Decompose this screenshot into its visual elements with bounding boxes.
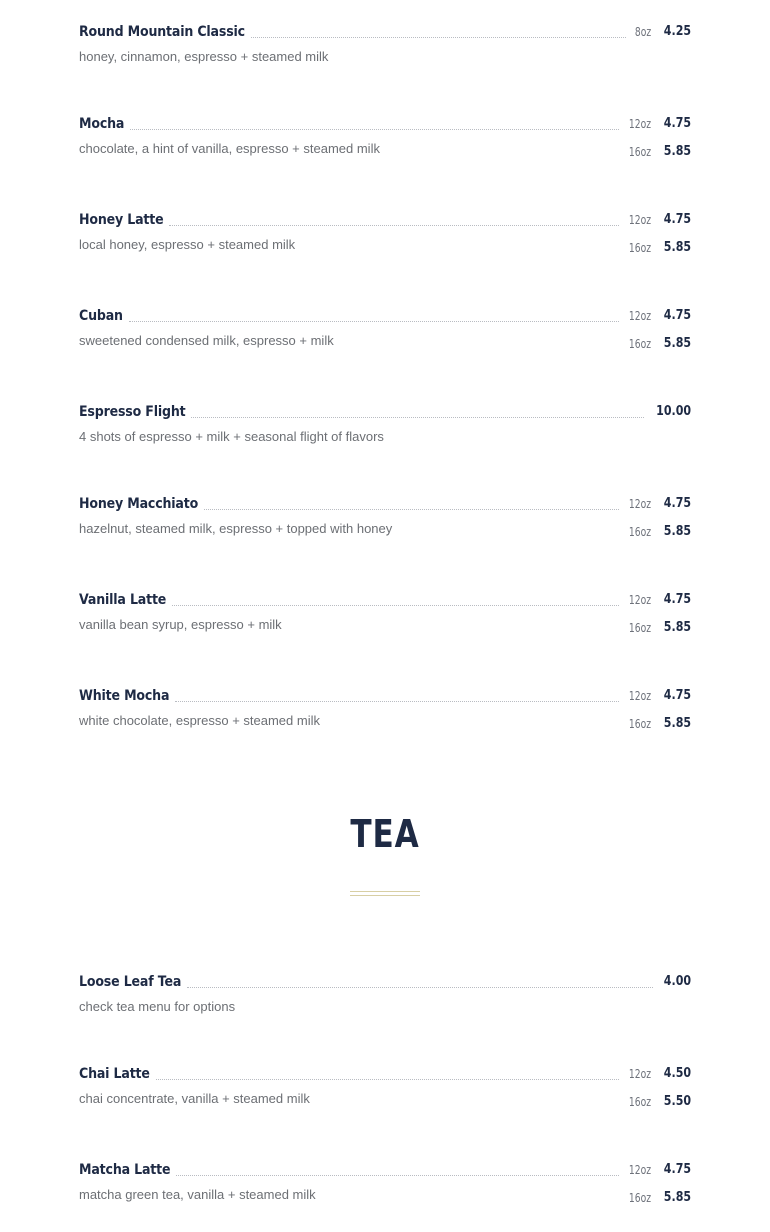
menu-item-description: chai concentrate, vanilla + steamed milk	[79, 1091, 310, 1106]
size-label: 16oz	[628, 1095, 651, 1109]
menu-item	[79, 1064, 691, 1109]
price-row	[625, 590, 691, 610]
dotted-leader	[129, 320, 619, 322]
menu-item-description: honey, cinnamon, espresso + steamed milk	[79, 49, 329, 64]
price-row	[625, 1064, 691, 1084]
price-row	[625, 142, 691, 162]
price-row	[625, 686, 691, 706]
menu-item-name: Mocha	[79, 116, 125, 132]
price-label: 5.85	[663, 240, 691, 255]
menu-item	[79, 972, 691, 1014]
size-label: 16oz	[628, 145, 651, 159]
size-label: 16oz	[628, 525, 651, 539]
size-label: 12oz	[628, 497, 651, 511]
price-label: 4.75	[663, 308, 691, 323]
price-label: 4.75	[663, 116, 691, 131]
dotted-leader	[169, 224, 618, 226]
menu-item	[79, 210, 691, 255]
dotted-leader	[130, 128, 619, 130]
menu-item-header	[79, 1160, 691, 1180]
price-row	[625, 114, 691, 134]
menu-item-name: Cuban	[79, 308, 123, 324]
size-label: 16oz	[628, 1191, 651, 1205]
price-row	[625, 238, 691, 258]
price-row	[625, 1188, 691, 1208]
price-label: 4.75	[663, 1162, 691, 1177]
dotted-leader	[204, 508, 619, 510]
price-row	[650, 402, 691, 422]
dotted-leader	[175, 700, 619, 702]
menu-item	[79, 306, 691, 351]
menu-item-header	[79, 686, 691, 706]
size-label: 12oz	[628, 117, 651, 131]
price-label: 10.00	[656, 404, 691, 419]
menu-item-description: matcha green tea, vanilla + steamed milk	[79, 1187, 316, 1202]
price-label: 5.85	[663, 1190, 691, 1205]
size-label: 12oz	[628, 593, 651, 607]
price-row	[632, 22, 691, 42]
menu-item-name: Loose Leaf Tea	[79, 974, 182, 990]
menu-item-header	[79, 210, 691, 230]
section-title-tea: TEA	[350, 812, 420, 856]
price-label: 5.85	[663, 336, 691, 351]
price-label: 4.75	[663, 496, 691, 511]
price-label: 5.85	[663, 524, 691, 539]
price-row	[625, 618, 691, 638]
menu-item	[79, 590, 691, 635]
size-label: 12oz	[628, 309, 651, 323]
menu-item-name: Honey Latte	[79, 212, 164, 228]
menu-item-header	[79, 22, 691, 42]
size-label: 16oz	[628, 621, 651, 635]
price-row	[625, 494, 691, 514]
menu-item-name: Vanilla Latte	[79, 592, 167, 608]
price-label: 5.85	[663, 716, 691, 731]
menu-item-description: 4 shots of espresso + milk + seasonal flight of flavors	[79, 429, 384, 444]
dotted-leader	[176, 1174, 619, 1176]
dotted-leader	[172, 604, 619, 606]
menu-item-description: check tea menu for options	[79, 999, 236, 1014]
size-label: 12oz	[628, 1067, 651, 1081]
price-label: 4.75	[663, 212, 691, 227]
menu-item	[79, 494, 691, 539]
price-label: 4.75	[663, 592, 691, 607]
price-label: 4.75	[663, 688, 691, 703]
section-divider	[350, 891, 420, 896]
dotted-leader	[187, 986, 653, 988]
dotted-leader	[191, 416, 643, 418]
menu-item-name: Honey Macchiato	[79, 496, 199, 512]
menu-item-description: vanilla bean syrup, espresso + milk	[79, 617, 282, 632]
menu-item-name: Matcha Latte	[79, 1162, 171, 1178]
size-label: 16oz	[628, 337, 651, 351]
size-label: 12oz	[628, 1163, 651, 1177]
price-row	[625, 334, 691, 354]
menu-item	[79, 686, 691, 731]
price-row	[625, 210, 691, 230]
menu-item-header	[79, 972, 691, 992]
menu-item-header	[79, 402, 691, 422]
menu-item-name: White Mocha	[79, 688, 170, 704]
size-label: 16oz	[628, 241, 651, 255]
price-label: 4.50	[663, 1066, 691, 1081]
price-label: 4.00	[663, 974, 691, 989]
menu-item	[79, 22, 691, 64]
price-label: 5.85	[663, 620, 691, 635]
price-row	[625, 522, 691, 542]
menu-item-header	[79, 494, 691, 514]
menu-item-header	[79, 590, 691, 610]
price-row	[625, 714, 691, 734]
size-label: 12oz	[628, 689, 651, 703]
dotted-leader	[251, 36, 626, 38]
price-row	[625, 1092, 691, 1112]
price-row	[625, 1160, 691, 1180]
price-label: 5.85	[663, 144, 691, 159]
menu-item-description: white chocolate, espresso + steamed milk	[79, 713, 320, 728]
menu-item	[79, 1160, 691, 1205]
menu-item	[79, 114, 691, 159]
menu-item-description: chocolate, a hint of vanilla, espresso + steamed milk	[79, 141, 380, 156]
menu-item-name: Round Mountain Classic	[79, 24, 245, 40]
size-label: 8oz	[634, 25, 651, 39]
menu-item-name: Espresso Flight	[79, 404, 186, 420]
menu-item-header	[79, 114, 691, 134]
price-label: 5.50	[663, 1094, 691, 1109]
size-label: 12oz	[628, 213, 651, 227]
menu-item-description: sweetened condensed milk, espresso + milk	[79, 333, 334, 348]
menu-item-description: local honey, espresso + steamed milk	[79, 237, 296, 252]
price-row	[659, 972, 691, 992]
menu-item	[79, 402, 691, 444]
menu-item-header	[79, 306, 691, 326]
dotted-leader	[156, 1078, 619, 1080]
menu-item-name: Chai Latte	[79, 1066, 150, 1082]
price-row	[625, 306, 691, 326]
menu-item-header	[79, 1064, 691, 1084]
size-label: 16oz	[628, 717, 651, 731]
price-label: 4.25	[663, 24, 691, 39]
menu-item-description: hazelnut, steamed milk, espresso + topped with honey	[79, 521, 393, 536]
